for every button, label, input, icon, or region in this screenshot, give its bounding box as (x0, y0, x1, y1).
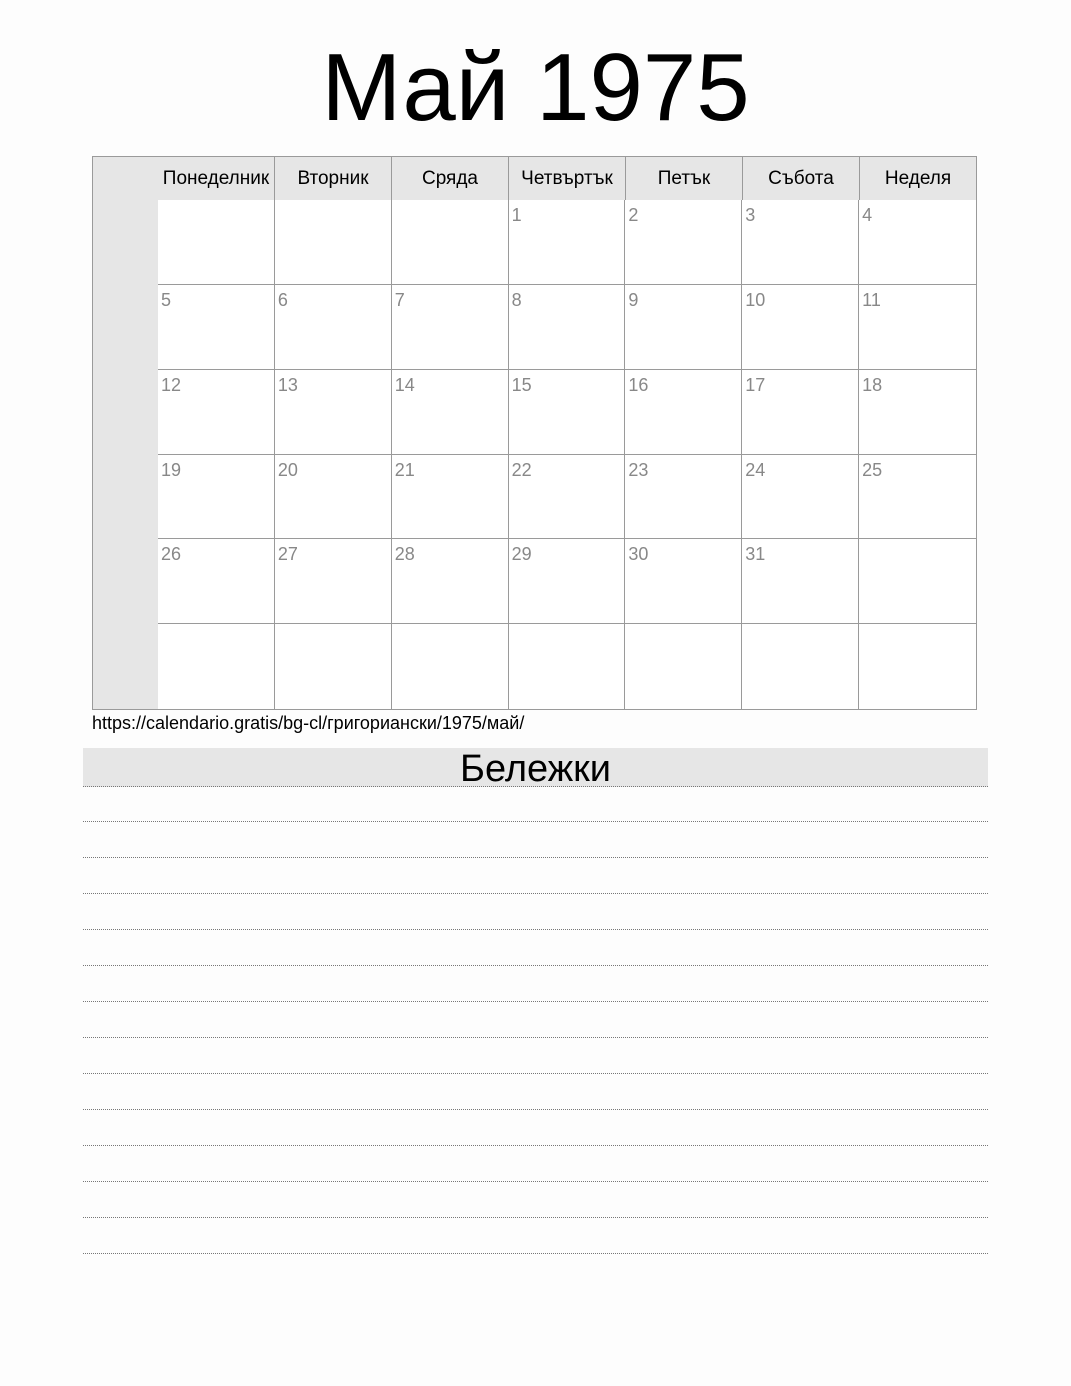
day-cell (509, 285, 626, 370)
day-number: 14 (394, 374, 415, 395)
day-cell (859, 200, 976, 285)
note-line[interactable] (83, 894, 988, 930)
days-grid (158, 200, 976, 709)
day-cell (859, 624, 976, 709)
day-cell (158, 539, 275, 624)
day-number: 23 (628, 459, 649, 480)
day-cell (275, 370, 392, 455)
day-number: 13 (277, 374, 298, 395)
note-line[interactable] (83, 786, 988, 822)
note-line[interactable] (83, 1182, 988, 1218)
day-number: 17 (745, 374, 766, 395)
day-number: 9 (628, 289, 639, 310)
day-number: 24 (745, 459, 766, 480)
day-cell (158, 285, 275, 370)
day-cell (625, 370, 742, 455)
day-number: 2 (628, 205, 639, 225)
day-cell (158, 200, 275, 285)
day-cell (625, 539, 742, 624)
day-number: 25 (862, 459, 883, 480)
day-cell (275, 285, 392, 370)
weekday-header-cell: Неделя (884, 168, 952, 189)
day-cell (509, 370, 626, 455)
day-cell (392, 370, 509, 455)
weekday-header-cell: Петък (626, 157, 743, 200)
day-cell (158, 455, 275, 540)
day-number: 29 (511, 544, 532, 565)
day-cell (509, 539, 626, 624)
day-cell (275, 539, 392, 624)
day-number: 22 (511, 459, 532, 480)
note-line[interactable] (83, 1146, 988, 1182)
day-cell (859, 455, 976, 540)
note-line[interactable] (83, 1002, 988, 1038)
weekday-header (158, 157, 976, 201)
day-cell (158, 370, 275, 455)
day-number: 12 (161, 374, 182, 395)
weekday-header-cell: Вторник (275, 157, 392, 200)
day-number: 20 (277, 459, 298, 480)
day-number: 3 (745, 205, 756, 225)
day-cell (509, 624, 626, 709)
notes-lines (83, 786, 988, 1254)
day-cell (509, 200, 626, 285)
day-number: 19 (161, 459, 182, 480)
note-line[interactable] (83, 930, 988, 966)
day-number: 15 (511, 374, 532, 395)
source-url[interactable]: https://calendario.gratis/bg-cl/григориански/1975/май/ (92, 713, 525, 733)
weekday-header-cell: Сряда (392, 157, 509, 200)
day-cell (742, 370, 859, 455)
note-line[interactable] (83, 1110, 988, 1146)
day-number: 30 (628, 544, 649, 565)
day-cell (742, 285, 859, 370)
notes-title: Бележки (83, 748, 988, 787)
day-cell (859, 285, 976, 370)
day-number: 31 (745, 544, 766, 565)
day-number: 26 (161, 544, 182, 565)
day-number: 8 (511, 289, 522, 310)
day-cell (392, 624, 509, 709)
day-cell (275, 200, 392, 285)
note-line[interactable] (83, 966, 988, 1002)
day-cell (859, 539, 976, 624)
day-number: 6 (277, 289, 288, 310)
day-cell (275, 455, 392, 540)
note-line[interactable] (83, 1218, 988, 1254)
day-number: 5 (161, 289, 172, 310)
day-number: 11 (862, 289, 881, 310)
week-number-column (93, 157, 159, 709)
day-cell (625, 455, 742, 540)
note-line[interactable] (83, 858, 988, 894)
note-line[interactable] (83, 1074, 988, 1110)
day-cell (275, 624, 392, 709)
day-cell (625, 200, 742, 285)
day-cell (392, 455, 509, 540)
day-number: 1 (511, 205, 522, 225)
day-number: 16 (628, 374, 649, 395)
day-cell (742, 200, 859, 285)
day-cell (392, 200, 509, 285)
day-cell (742, 624, 859, 709)
day-number: 21 (394, 459, 415, 480)
day-cell (859, 370, 976, 455)
day-cell (392, 285, 509, 370)
page-title: Май 1975 (321, 34, 750, 141)
day-number: 27 (277, 544, 298, 565)
day-cell (742, 539, 859, 624)
day-number: 4 (862, 205, 873, 225)
day-cell (509, 455, 626, 540)
weekday-header-cell: Понеделник (158, 157, 275, 200)
day-number: 18 (862, 374, 883, 395)
day-cell (625, 285, 742, 370)
weekday-header-cell: Четвъртък (509, 157, 626, 200)
note-line[interactable] (83, 1038, 988, 1074)
day-cell (392, 539, 509, 624)
weekday-header-cell: Събота (743, 157, 860, 200)
day-cell (158, 624, 275, 709)
day-cell (625, 624, 742, 709)
note-line[interactable] (83, 822, 988, 858)
day-number: 10 (745, 289, 766, 310)
day-number: 28 (394, 544, 415, 565)
calendar-grid (92, 156, 977, 710)
day-number: 7 (394, 289, 405, 310)
day-cell (742, 455, 859, 540)
